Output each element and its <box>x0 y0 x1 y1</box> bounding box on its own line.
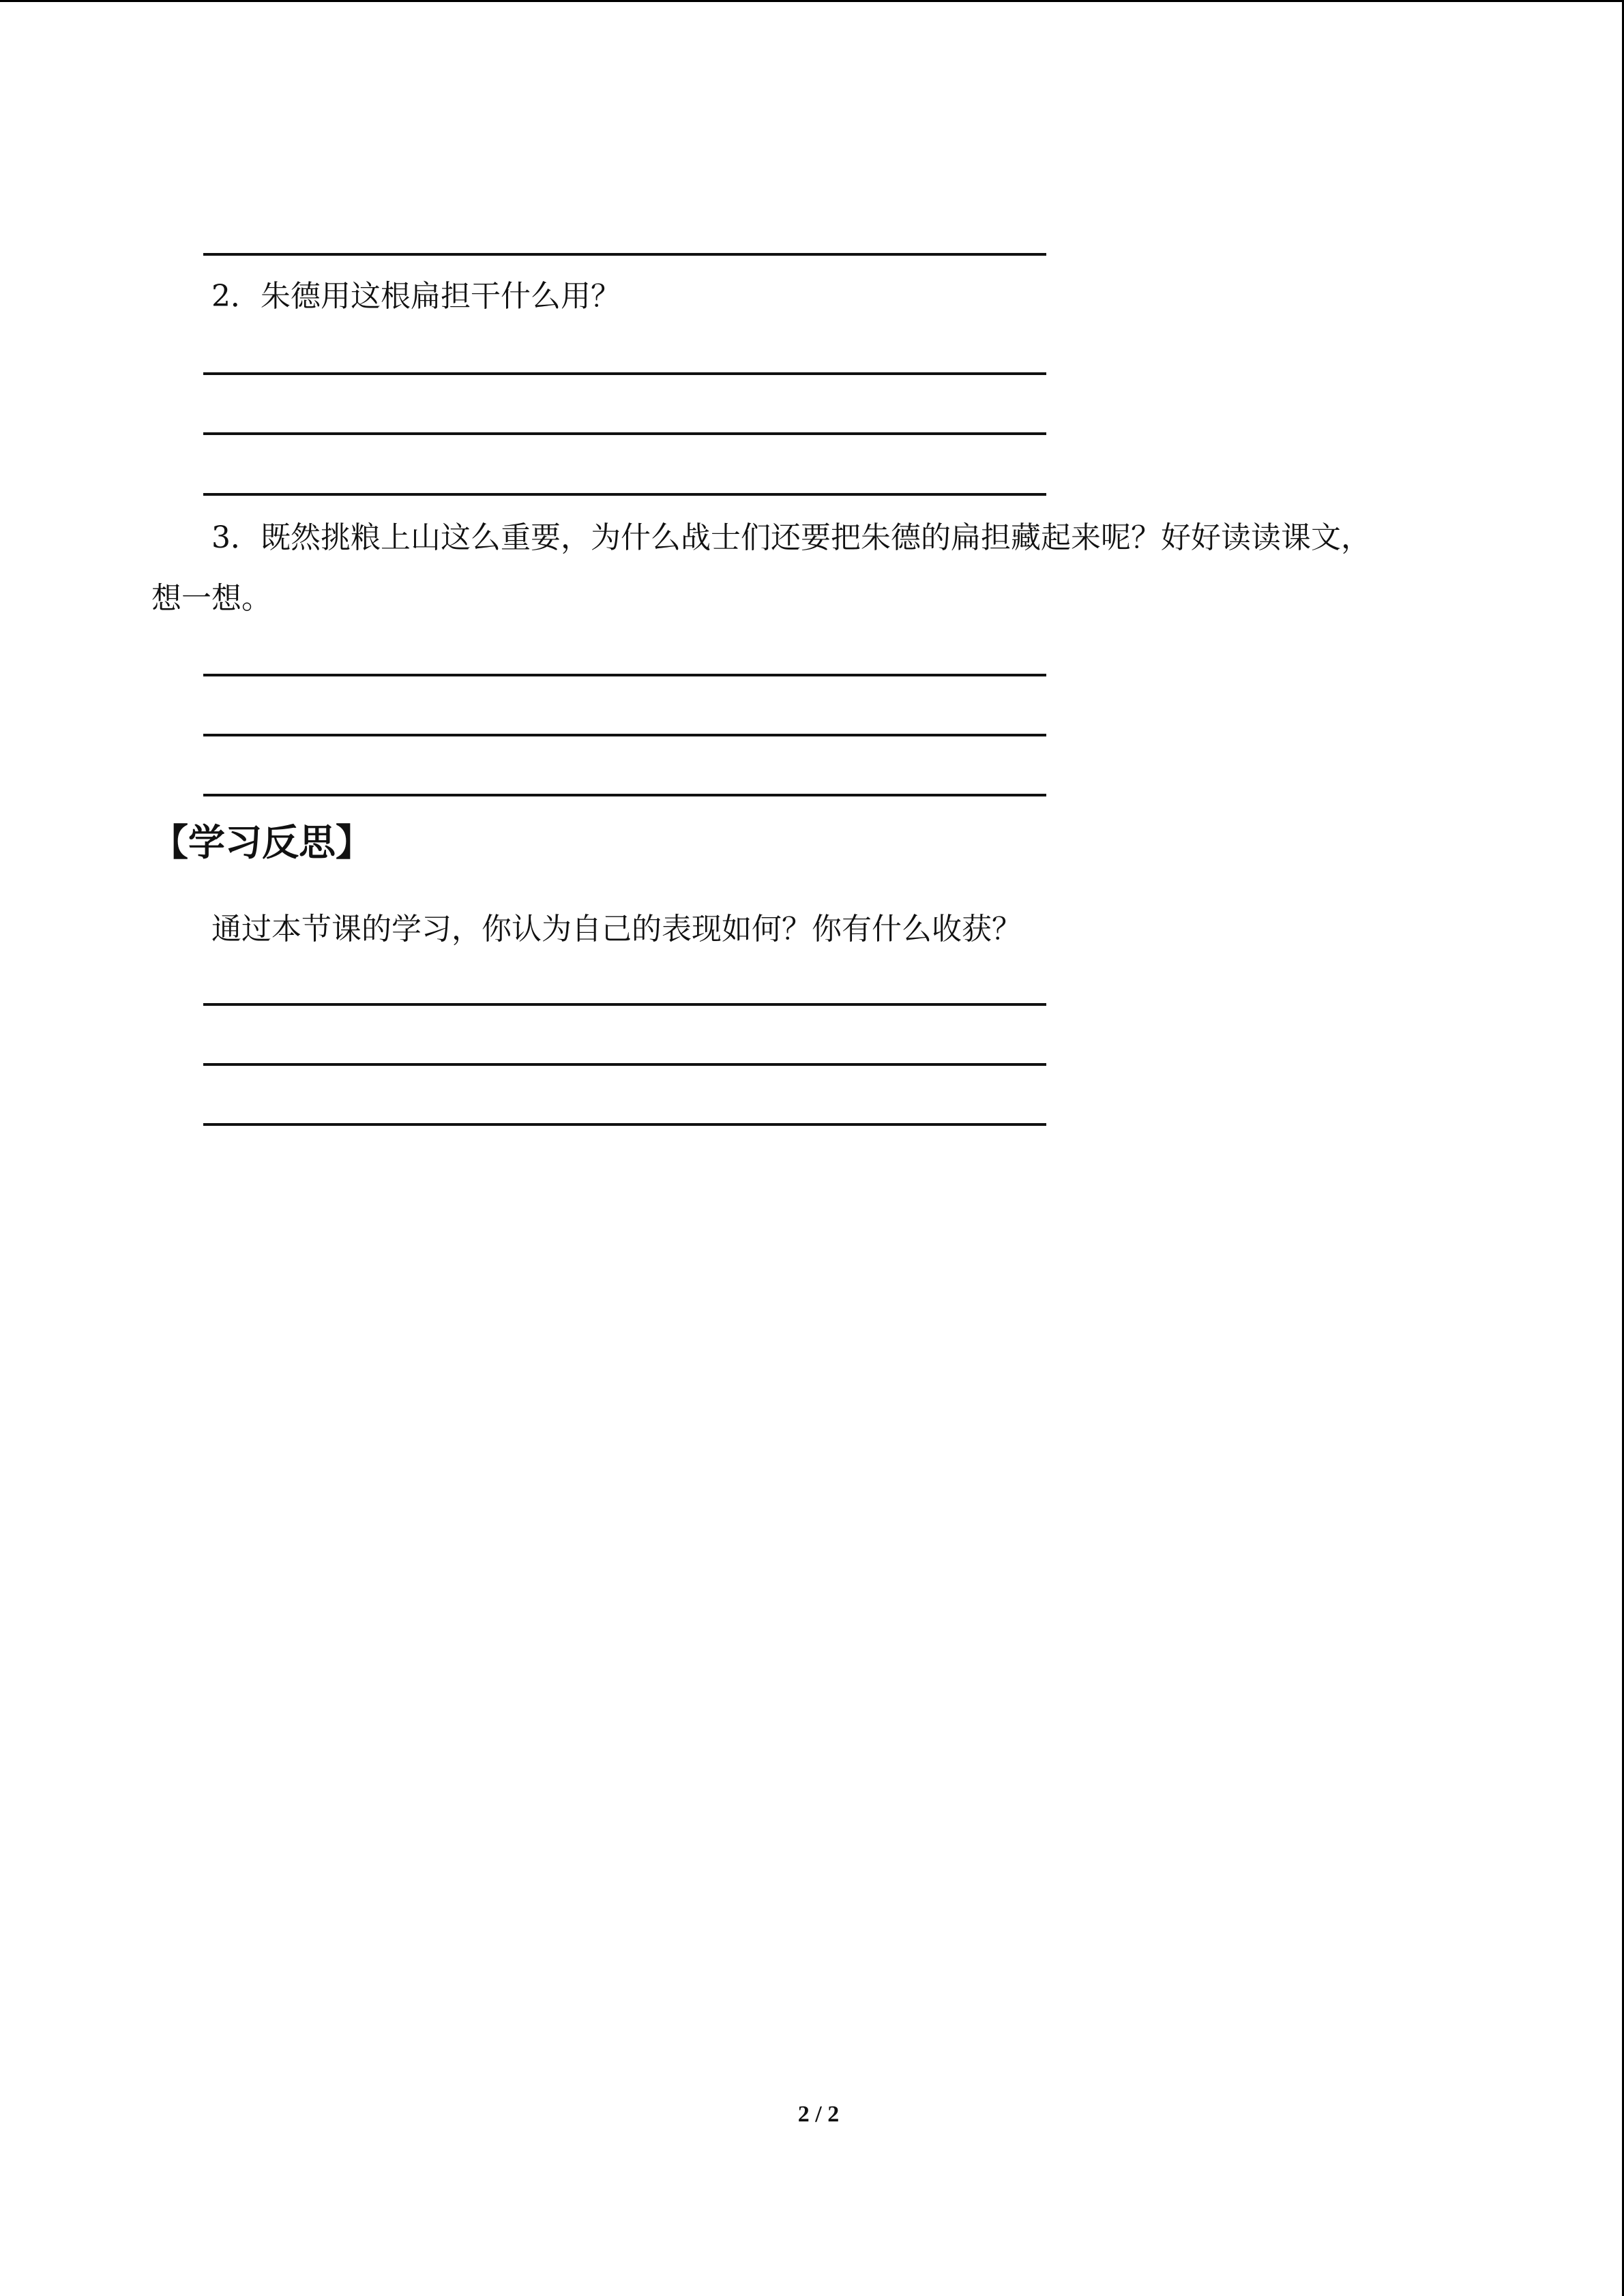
answer-line <box>203 493 1046 496</box>
answer-line <box>203 794 1046 796</box>
page-number: 2 / 2 <box>797 2102 840 2127</box>
answer-line <box>203 734 1046 736</box>
answer-line <box>203 432 1046 435</box>
question-3-text-line1: 3．既然挑粮上山这么重要，为什么战士们还要把朱德的扁担藏起来呢？好好读读课文， <box>211 520 1371 555</box>
reflection-prompt: 通过本节课的学习，你认为自己的表现如何？你有什么收获？ <box>211 912 1022 946</box>
answer-line <box>203 1003 1046 1006</box>
answer-line <box>203 1063 1046 1066</box>
answer-line <box>203 253 1046 256</box>
answer-line <box>203 674 1046 676</box>
answer-line <box>203 1123 1046 1126</box>
question-2-text: 2．朱德用这根扁担干什么用？ <box>211 279 621 314</box>
answer-line <box>203 372 1046 375</box>
question-3-text-line2: 想一想。 <box>151 581 271 616</box>
reflection-heading: 【学习反思】 <box>151 821 372 864</box>
